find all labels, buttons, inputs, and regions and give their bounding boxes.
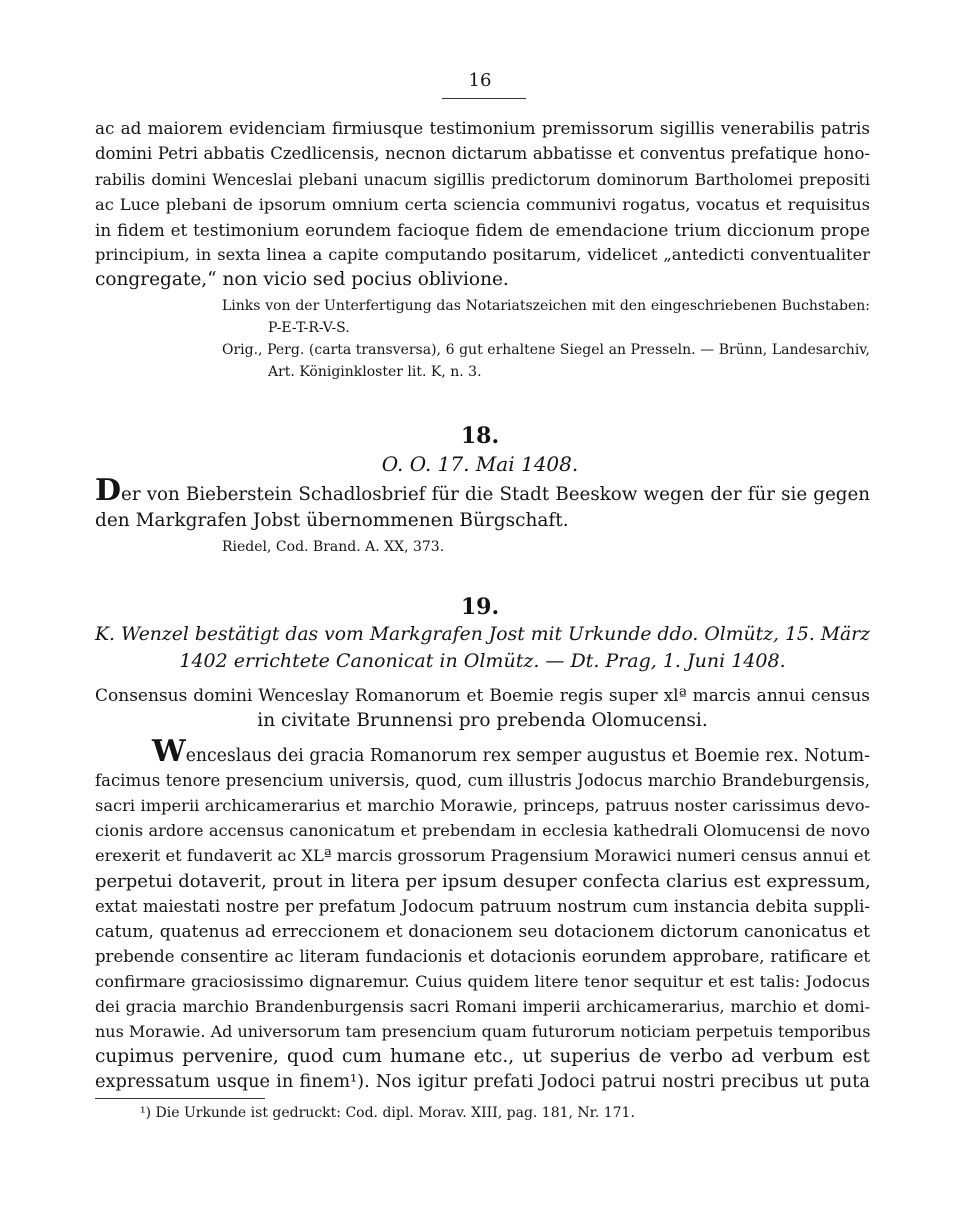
text-line: dei gracia marchio Brandenburgensis sacri Romani imperii archicamerarius, marchio et domi-	[95, 997, 870, 1016]
text-line: catum, quatenus ad erreccionem et donacionem seu dotacionem dictorum canonicatus et	[95, 922, 870, 942]
text-line: congregate,“ non vicio sed pocius oblivione.	[95, 269, 509, 290]
footnote-rule	[95, 1098, 265, 1099]
text-line: rabilis domini Wenceslai plebani unacum sigillis predictorum dominorum Bartholomei prepositi	[95, 170, 870, 189]
text-line: ac ad maiorem evidenciam firmiusque testimonium premissorum sigillis venerabilis patris	[95, 118, 870, 138]
text-line: prebende consentire ac literam fundacionis et dotacionis eorundem approbare, ratificare et	[95, 947, 870, 966]
text-line: facimus tenore presencium universis, quod, cum illustris Jodocus marchio Brandeburgensis,	[95, 771, 870, 790]
rubric-line: in civitate Brunnensi pro prebenda Olomucensi.	[257, 710, 708, 731]
text-line: perpetui dotaverit, prout in litera per ipsum desuper confecta clarius est expressum,	[95, 871, 871, 892]
text-line: confirmare graciosissimo dignaremur. Cuius quidem litere tenor sequitur et est talis: Jodocus	[95, 972, 870, 991]
editorial-note: Orig., Perg. (carta transversa), 6 gut erhaltene Siegel an Presseln. — Brünn, Landesarchiv,	[222, 342, 870, 358]
regest-line: er von Bieberstein Schadlosbrief für die Stadt Beeskow wegen der für sie gegen	[121, 484, 870, 505]
text-line: nus Morawie. Ad universorum tam presencium quam futurorum noticiam perpetuis temporibus	[95, 1022, 871, 1041]
regest-line: K. Wenzel bestätigt das vom Markgrafen Jost mit Urkunde ddo. Olmütz, 15. März	[95, 624, 870, 645]
page-number-rule	[442, 98, 526, 99]
text-line: erexerit et fundaverit ac XLª marcis grossorum Pragensium Morawici numeri census annui et	[95, 846, 870, 865]
rubric-line: Consensus domini Wenceslay Romanorum et Boemie regis super xlª marcis annui census	[95, 686, 870, 706]
editorial-note: Links von der Unterfertigung das Notariatszeichen mit den eingeschriebenen Buchstaben:	[222, 298, 870, 314]
regest-line: 1402 errichtete Canonicat in Olmütz. — Dt. Prag, 1. Juni 1408.	[179, 650, 786, 672]
text-line: in fidem et testimonium eorundem facioque fidem de emendacione trium diccionum prope	[95, 220, 870, 240]
text-line: extat maiestati nostre per prefatum Jodocum patruum nostrum cum instancia debita suppli-	[95, 897, 870, 916]
text-line	[152, 734, 870, 769]
document-date: O. O. 17. Mai 1408.	[381, 452, 579, 476]
text-line: ac Luce plebani de ipsorum omnium certa sciencia communivi rogatus, vocatus et requisitus	[95, 195, 870, 214]
text-line	[95, 473, 870, 508]
document-number: 19.	[460, 594, 500, 620]
text-line: domini Petri abbatis Czedlicensis, necnon dictarum abbatisse et conventus prefatique hono-	[95, 144, 870, 163]
text-line: expressatum usque in finem¹). Nos igitur prefati Jodoci patrui nostri precibus ut puta	[95, 1072, 870, 1092]
text-line: cionis ardore accensus canonicatum et prebendam in ecclesia kathedrali Olomucensi de novo	[95, 821, 870, 840]
source-citation: Riedel, Cod. Brand. A. XX, 373.	[222, 539, 445, 555]
text-line: sacri imperii archicamerarius et marchio Morawie, princeps, patruus noster carissimus devo-	[95, 796, 870, 815]
editorial-note: P-E-T-R-V-S.	[268, 320, 350, 336]
editorial-note: Art. Königinkloster lit. K, n. 3.	[268, 364, 482, 380]
page-number: 16	[468, 70, 492, 91]
drop-capital: W	[152, 734, 186, 769]
text-line: cupimus pervenire, quod cum humane etc., ut superius de verbo ad verbum est	[95, 1046, 870, 1067]
regest-line: den Markgrafen Jobst übernommenen Bürgschaft.	[95, 510, 569, 531]
charter-text: enceslaus dei gracia Romanorum rex semper augustus et Boemie rex. Notum-	[185, 746, 870, 766]
document-number: 18.	[460, 423, 500, 449]
text-line: principium, in sexta linea a capite computando positarum, videlicet „antedicti conventualiter	[95, 245, 870, 264]
drop-capital: D	[95, 473, 122, 508]
footnote: ¹) Die Urkunde ist gedruckt: Cod. dipl. Morav. XIII, pag. 181, Nr. 171.	[140, 1105, 635, 1121]
